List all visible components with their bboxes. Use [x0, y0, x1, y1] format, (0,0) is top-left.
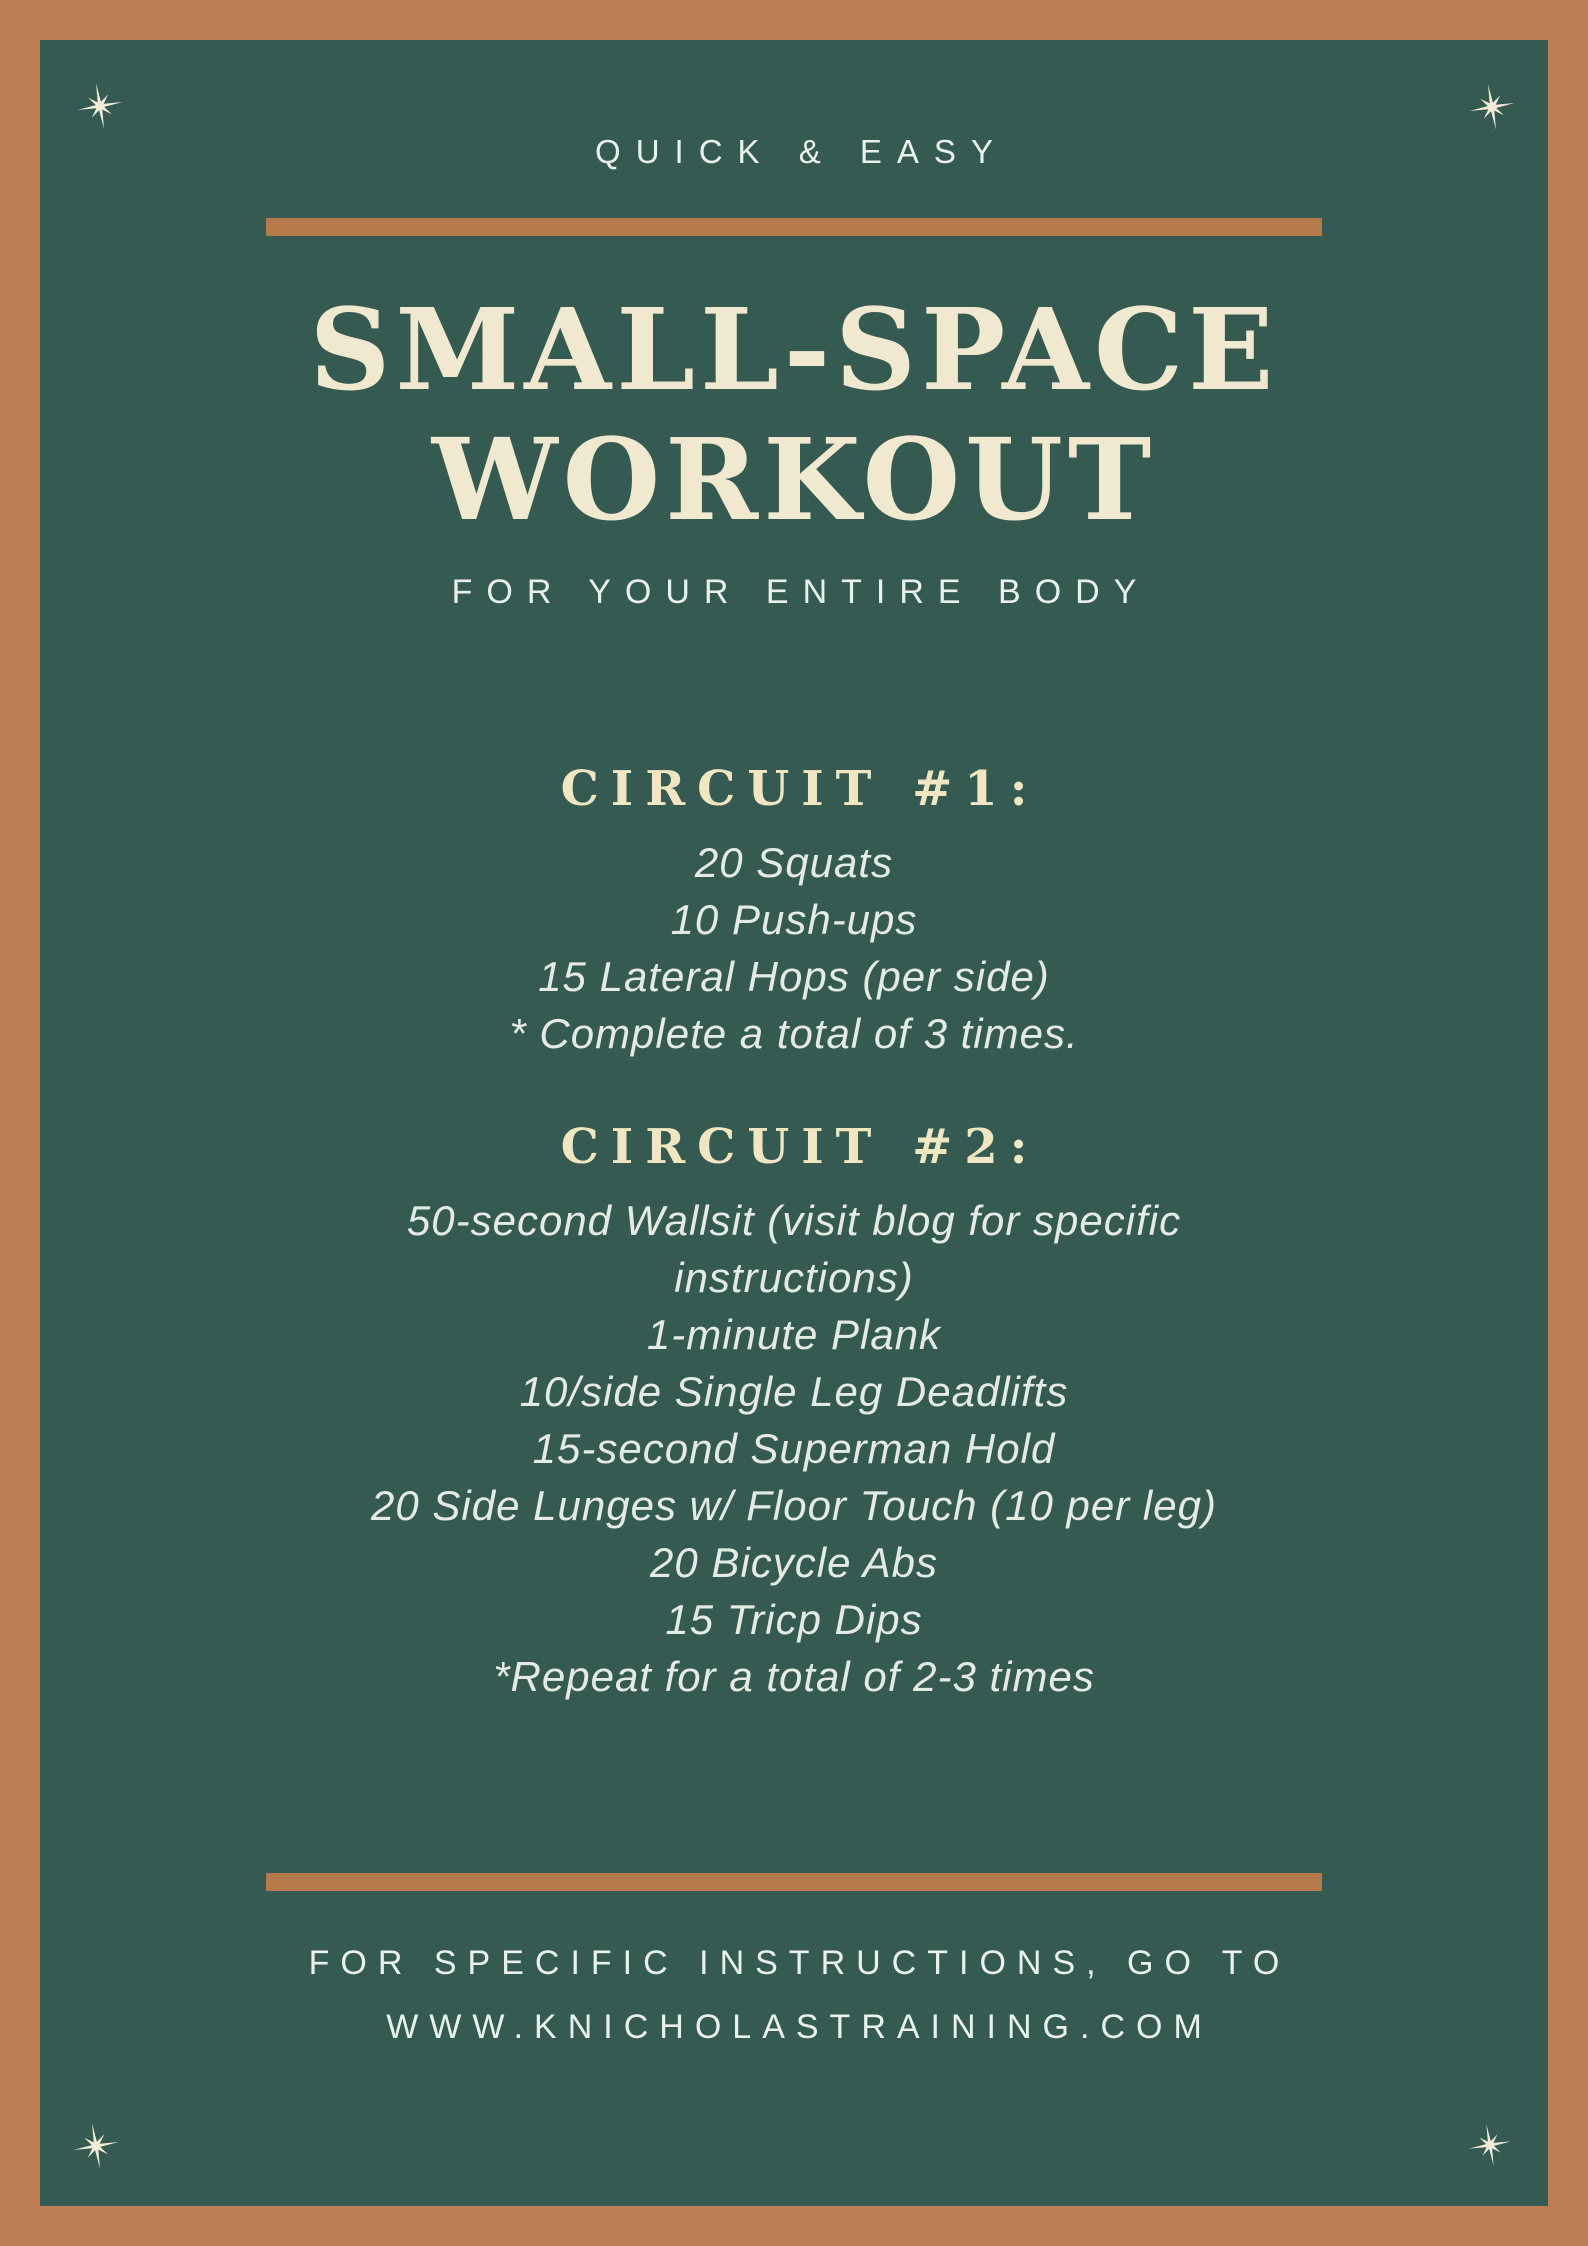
poster-title-line2: WORKOUT	[431, 415, 1157, 546]
circuit-2-item: 15-second Superman Hold	[532, 1425, 1056, 1472]
footer-line2: WWW.KNICHOLASTRAINING.COM	[386, 2008, 1213, 2046]
circuit-2-item: 20 Bicycle Abs	[650, 1539, 938, 1586]
circuit-1-item: 10 Push-ups	[670, 896, 918, 943]
kicker-text: QUICK & EASY	[595, 133, 1008, 170]
poster-subtitle: FOR YOUR ENTIRE BODY	[451, 573, 1151, 611]
footer-line1: FOR SPECIFIC INSTRUCTIONS, GO TO	[308, 1944, 1291, 1982]
circuit-1-heading: CIRCUIT #1:	[560, 761, 1040, 817]
circuit-2-item: 50-second Wallsit (visit blog for specific	[406, 1197, 1182, 1244]
circuit-1-item: * Complete a total of 3 times.	[509, 1010, 1079, 1057]
circuit-2-list	[0, 1192, 1588, 1705]
divider-rule-bottom	[266, 1873, 1322, 1891]
circuit-2-item: *Repeat for a total of 2-3 times	[493, 1653, 1095, 1700]
divider-rule-top	[266, 218, 1322, 236]
circuit-2-item: 15 Tricp Dips	[665, 1596, 923, 1643]
poster-title-line1: SMALL-SPACE	[309, 285, 1279, 416]
footer-text	[0, 1931, 1588, 2059]
circuit-2-item: 10/side Single Leg Deadlifts	[519, 1368, 1069, 1415]
circuit-1-item: 20 Squats	[694, 839, 894, 886]
circuit-1-item: 15 Lateral Hops (per side)	[538, 953, 1050, 1000]
circuit-2-item: instructions)	[674, 1254, 914, 1301]
circuit-2-item: 1-minute Plank	[646, 1311, 942, 1358]
circuit-1-list	[0, 834, 1588, 1062]
circuit-2-heading: CIRCUIT #2:	[560, 1119, 1040, 1175]
poster-title	[0, 286, 1588, 546]
circuit-2-item: 20 Side Lunges w/ Floor Touch (10 per leg)	[371, 1482, 1217, 1529]
